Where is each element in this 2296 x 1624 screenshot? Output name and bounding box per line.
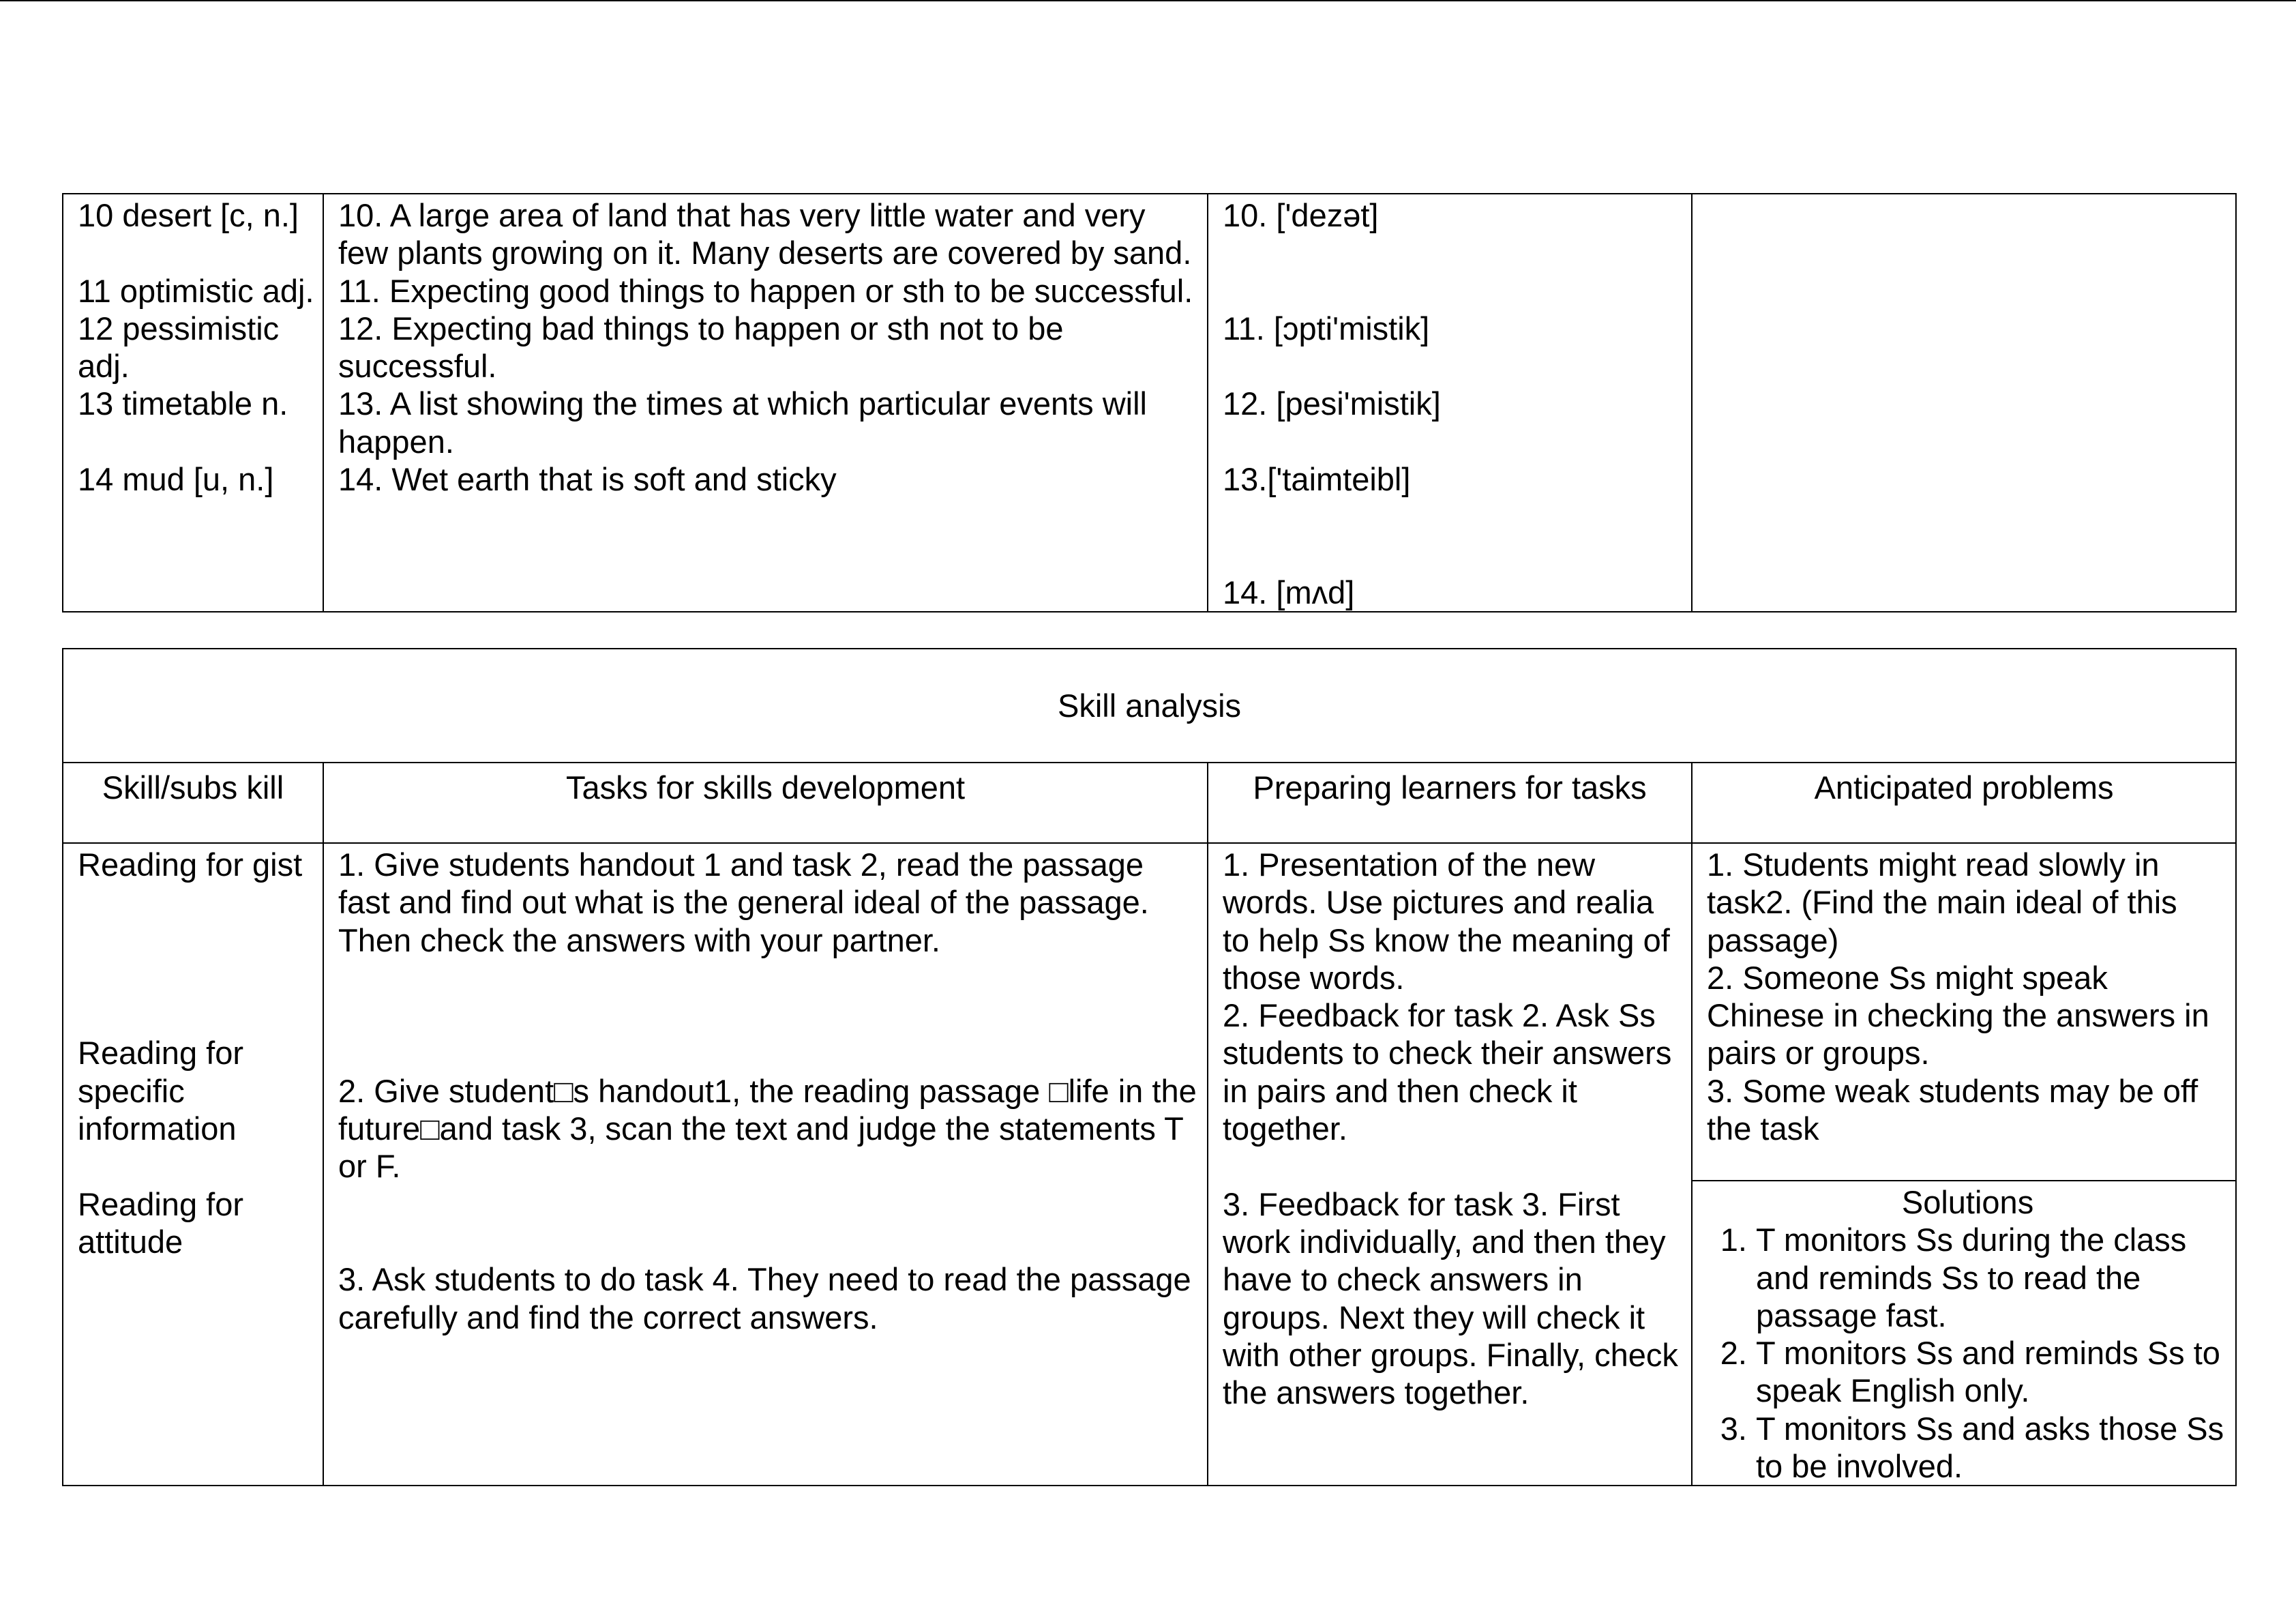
skill-cell [63,843,323,1486]
header-preparing: Preparing learners for tasks [1208,763,1692,843]
vocab-words: 10 desert [c, n.] 11 optimistic adj. 12 pessimistic adj. 13 timetable n. 14 mud [u, n.] [78,197,314,498]
table-title: Skill analysis [63,649,2236,763]
preparing-cell [1208,843,1692,1486]
header-skill: Skill/subs kill [63,763,323,843]
solution-item: 2. T monitors Ss and reminds Ss to speak English only. [1756,1334,2228,1410]
vocabulary-table [62,193,2237,612]
vocab-phonetics-cell [1208,194,1692,612]
solutions-block [1693,1181,2235,1485]
tasks-cell [323,843,1208,1486]
vocabulary-row [63,194,2236,612]
problems-block [1693,844,2235,1181]
page-top-border [0,0,2296,1]
problems-list: 1. Students might read slowly in task2. (Find the main ideal of this passage) 2. Someone Ss might speak Chinese in checking the answers in pairs or groups. 3. Some weak students may be off the task [1707,846,2209,1147]
vocab-notes-cell [1692,194,2236,612]
problems-solutions-cell [1692,843,2236,1486]
title-row [63,649,2236,763]
skill-analysis-table [62,648,2237,1486]
vocab-phonetics: 10. ['dezət] 11. [ɔpti'mistik] 12. [pesi'mistik] 13.['taimteibl] 14. [mʌd] [1223,197,1441,610]
content-row [63,843,2236,1486]
header-problems: Anticipated problems [1692,763,2236,843]
solution-item: 3. T monitors Ss and asks those Ss to be involved. [1756,1410,2228,1486]
preparing-list: 1. Presentation of the new words. Use pictures and realia to help Ss know the meaning of those words. 2. Feedback for task 2. Ask Ss students to check their answers in pairs and then check it together. 3. Feedback for task 3. First work individually, and then they have to check answers in groups. Next they will check it with other groups. Finally, check the answers together. [1223,846,1678,1411]
header-tasks: Tasks for skills development [323,763,1208,843]
solutions-list [1707,1221,2228,1485]
solutions-title: Solutions [1901,1184,2034,1220]
solution-item: 1. T monitors Ss during the class and reminds Ss to read the passage fast. [1756,1221,2228,1334]
vocab-words-cell [63,194,323,612]
skill-list: Reading for gist Reading for specific information Reading for attitude [78,846,303,1260]
vocab-definitions: 10. A large area of land that has very little water and very few plants growing on it. Many deserts are covered by sand. 11. Expecting good things to happen or sth to be successful. 12. Expecting bad things to happen or sth not to be successful. 13. A list showing the times at which particular events will happen. 14. Wet earth that is soft and sticky [338,197,1193,498]
tasks-list: 1. Give students handout 1 and task 2, read the passage fast and find out what is the general ideal of the passage. Then check the answers with your partner. 2. Give student□s handout1, the reading passage □life in the future□and task 3, scan the text and judge the statements T or F. 3. Ask students to do task 4. They need to read the passage carefully and find the correct answers. [338,846,1197,1335]
vocab-definitions-cell [323,194,1208,612]
header-row [63,763,2236,843]
